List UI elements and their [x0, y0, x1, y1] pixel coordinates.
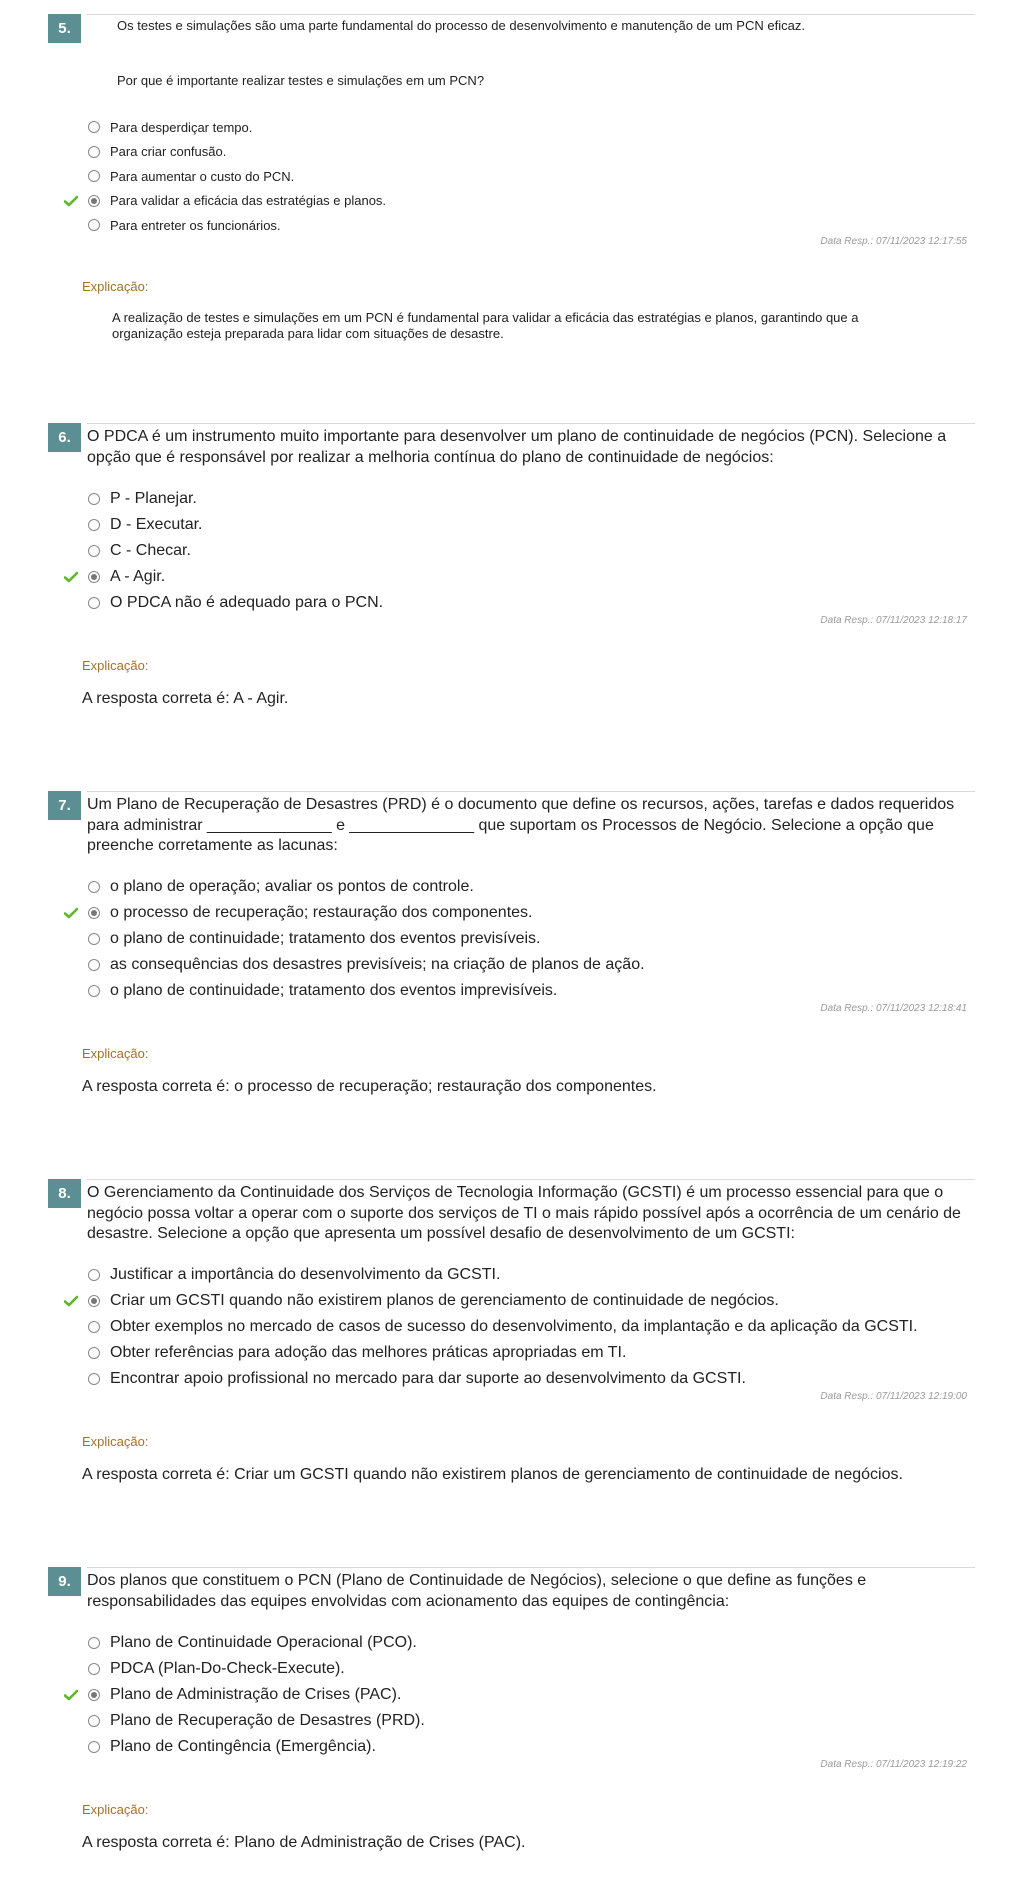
response-date: Data Resp.: 07/11/2023 12:19:00 [820, 1391, 967, 1402]
radio-button[interactable] [88, 1741, 100, 1753]
option-label: o plano de continuidade; tratamento dos eventos imprevisíveis. [110, 982, 558, 999]
radio-button[interactable] [88, 959, 100, 971]
radio-button[interactable] [88, 170, 100, 182]
option-label: Para validar a eficácia das estratégias e planos. [110, 193, 387, 209]
explanation-text: A resposta correta é: Plano de Administração de Crises (PAC). [82, 1834, 526, 1851]
question-stem-line: Por que é importante realizar testes e simulações em um PCN? [117, 73, 485, 88]
option-label: Para aumentar o custo do PCN. [110, 168, 295, 184]
question-stem: Dos planos que constituem o PCN (Plano de Continuidade de Negócios), selecione o que define as funções e responsabilidades das equipes envolvidas com acionamento das equipes de contingência: [87, 1572, 867, 1610]
option-label: Para desperdiçar tempo. [110, 119, 253, 135]
option-label: Justificar a importância do desenvolvimento da GCSTI. [110, 1266, 501, 1283]
question-number-badge: 9. [48, 1567, 81, 1596]
option-item[interactable] [88, 213, 988, 238]
explanation-text: A realização de testes e simulações em um PCN é fundamental para validar a eficácia das estratégias e planos, garantindo que a organização esteja preparada para lidar com situações de desastre. [112, 310, 859, 341]
radio-button[interactable] [88, 545, 100, 557]
option-label: PDCA (Plan-Do-Check-Execute). [110, 1660, 345, 1677]
radio-button[interactable] [88, 121, 100, 133]
explanation-label: Explicação: [82, 279, 149, 294]
response-date: Data Resp.: 07/11/2023 12:17:55 [820, 236, 967, 247]
question-stem [117, 18, 1007, 88]
explanation-text: A resposta correta é: A - Agir. [82, 690, 289, 707]
option-item[interactable] [88, 590, 988, 616]
radio-button[interactable] [88, 1663, 100, 1675]
option-item[interactable] [88, 1262, 988, 1288]
divider [87, 14, 975, 15]
explanation-label: Explicação: [82, 1802, 149, 1817]
option-item-selected[interactable] [88, 1682, 988, 1708]
radio-button[interactable] [88, 1373, 100, 1385]
option-item[interactable] [88, 486, 988, 512]
question-number-badge: 7. [48, 791, 81, 820]
option-item[interactable] [88, 978, 988, 1004]
option-item-selected[interactable] [88, 900, 988, 926]
explanation-label: Explicação: [82, 1434, 149, 1449]
option-label: C - Checar. [110, 542, 191, 559]
options-list [88, 1262, 988, 1392]
question-number-badge: 8. [48, 1179, 81, 1208]
option-item[interactable] [88, 874, 988, 900]
option-label: Criar um GCSTI quando não existirem planos de gerenciamento de continuidade de negócios. [110, 1292, 779, 1309]
option-label: Plano de Contingência (Emergência). [110, 1738, 376, 1755]
option-label: o plano de continuidade; tratamento dos eventos previsíveis. [110, 930, 541, 947]
radio-button[interactable] [88, 1295, 100, 1307]
option-label: as consequências dos desastres previsíveis; na criação de planos de ação. [110, 956, 645, 973]
option-item[interactable] [88, 952, 988, 978]
radio-button[interactable] [88, 1637, 100, 1649]
option-label: Para criar confusão. [110, 144, 227, 160]
option-item[interactable] [88, 1366, 988, 1392]
divider [87, 1567, 975, 1568]
option-item[interactable] [88, 1314, 988, 1340]
divider [87, 423, 975, 424]
options-list [88, 1630, 988, 1760]
option-label: Plano de Administração de Crises (PAC). [110, 1686, 402, 1703]
radio-button[interactable] [88, 1689, 100, 1701]
radio-button[interactable] [88, 195, 100, 207]
radio-button[interactable] [88, 571, 100, 583]
option-item[interactable] [88, 1656, 988, 1682]
option-label: o processo de recuperação; restauração dos componentes. [110, 904, 533, 921]
option-label: Obter exemplos no mercado de casos de sucesso do desenvolvimento, da implantação e da aplicação da GCSTI. [110, 1318, 918, 1335]
option-label: O PDCA não é adequado para o PCN. [110, 594, 384, 611]
radio-button[interactable] [88, 933, 100, 945]
radio-button[interactable] [88, 1269, 100, 1281]
radio-button[interactable] [88, 1715, 100, 1727]
option-label: o plano de operação; avaliar os pontos de controle. [110, 878, 474, 895]
options-list [88, 486, 988, 616]
question-number-badge: 6. [48, 423, 81, 452]
option-label: A - Agir. [110, 568, 166, 585]
radio-button[interactable] [88, 493, 100, 505]
question-number-badge: 5. [48, 14, 81, 43]
radio-button[interactable] [88, 597, 100, 609]
option-label: Encontrar apoio profissional no mercado para dar suporte ao desenvolvimento da GCSTI. [110, 1370, 746, 1387]
radio-button[interactable] [88, 985, 100, 997]
option-item-selected[interactable] [88, 564, 988, 590]
radio-button[interactable] [88, 146, 100, 158]
radio-button[interactable] [88, 907, 100, 919]
check-icon [64, 195, 78, 207]
check-icon [64, 571, 78, 583]
explanation-label: Explicação: [82, 1046, 149, 1061]
option-label: Plano de Recuperação de Desastres (PRD). [110, 1712, 425, 1729]
explanation-text: A resposta correta é: o processo de recuperação; restauração dos componentes. [82, 1078, 657, 1095]
radio-button[interactable] [88, 219, 100, 231]
option-item-selected[interactable] [88, 1288, 988, 1314]
option-label: P - Planejar. [110, 490, 197, 507]
explanation-text: A resposta correta é: Criar um GCSTI quando não existirem planos de gerenciamento de continuidade de negócios. [82, 1466, 903, 1483]
option-label: D - Executar. [110, 516, 203, 533]
question-stem: Um Plano de Recuperação de Desastres (PRD) é o documento que define os recursos, ações, tarefas e dados requeridos para administrar ______________ e ______________ que suportam os Processos de Negócio. Selecione a opção que preenche corretamente as lacunas: [87, 796, 955, 854]
option-item[interactable] [88, 140, 988, 165]
radio-button[interactable] [88, 881, 100, 893]
question-stem: O PDCA é um instrumento muito importante para desenvolver um plano de continuidade de negócios (PCN). Selecione a opção que é responsável por realizar a melhoria contínua do plano de continuidade de negócios: [87, 428, 947, 466]
response-date: Data Resp.: 07/11/2023 12:18:41 [820, 1003, 967, 1014]
question-stem-line: Os testes e simulações são uma parte fundamental do processo de desenvolvimento e manutenção de um PCN eficaz. [117, 18, 805, 33]
check-icon [64, 907, 78, 919]
option-label: Obter referências para adoção das melhores práticas apropriadas em TI. [110, 1344, 627, 1361]
option-item[interactable] [88, 1734, 988, 1760]
divider [87, 791, 975, 792]
radio-button[interactable] [88, 1347, 100, 1359]
divider [87, 1179, 975, 1180]
option-item[interactable] [88, 1630, 988, 1656]
option-label: Plano de Continuidade Operacional (PCO). [110, 1634, 417, 1651]
check-icon [64, 1689, 78, 1701]
radio-button[interactable] [88, 1321, 100, 1333]
response-date: Data Resp.: 07/11/2023 12:18:17 [820, 615, 967, 626]
options-list [88, 874, 988, 1004]
radio-button[interactable] [88, 519, 100, 531]
option-item[interactable] [88, 538, 988, 564]
option-item[interactable] [88, 164, 988, 189]
explanation-label: Explicação: [82, 658, 149, 673]
question-stem: O Gerenciamento da Continuidade dos Serviços de Tecnologia Informação (GCSTI) é um processo essencial para que o negócio possa voltar a operar com o suporte dos serviços de TI o mais rápido possível após a ocorrência de um cenário de desastre. Selecione a opção que apresenta um possível desafio de desenvolvimento de um GCSTI: [87, 1184, 961, 1242]
option-item[interactable] [88, 1340, 988, 1366]
option-item[interactable] [88, 512, 988, 538]
check-icon [64, 1295, 78, 1307]
option-item-selected[interactable] [88, 189, 988, 214]
response-date: Data Resp.: 07/11/2023 12:19:22 [820, 1759, 967, 1770]
option-item[interactable] [88, 1708, 988, 1734]
option-item[interactable] [88, 926, 988, 952]
option-label: Para entreter os funcionários. [110, 217, 281, 233]
options-list [88, 115, 988, 238]
option-item[interactable] [88, 115, 988, 140]
